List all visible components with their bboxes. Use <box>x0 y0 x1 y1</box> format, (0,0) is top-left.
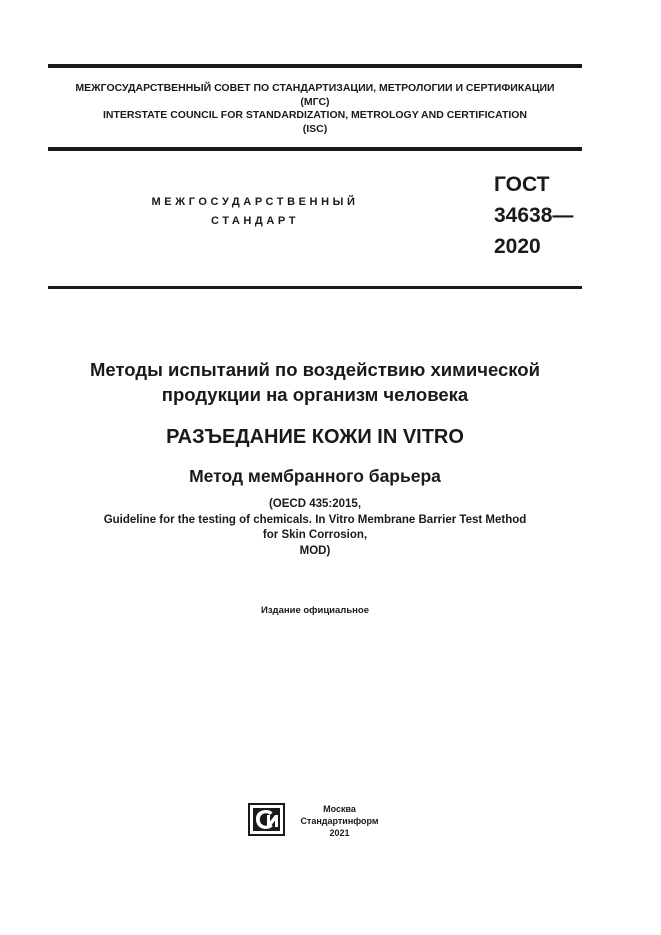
council-header <box>48 82 582 136</box>
edition-label: Издание официальное <box>261 605 369 616</box>
council-name-ru: МЕЖГОСУДАРСТВЕННЫЙ СОВЕТ ПО СТАНДАРТИЗАЦИИ, МЕТРОЛОГИИ И СЕРТИФИКАЦИИ <box>75 82 555 94</box>
publisher-city: Москва <box>323 804 356 814</box>
document-title <box>48 357 582 407</box>
title-line2: продукции на организм человека <box>161 384 469 405</box>
standartinform-logo-icon <box>248 803 285 836</box>
reference-line3: for Skin Corrosion, <box>262 529 368 541</box>
oecd-reference <box>48 497 582 559</box>
top-rule <box>48 64 582 68</box>
reference-line2: Guideline for the testing of chemicals. In Vitro Membrane Barrier Test Method <box>103 513 527 526</box>
council-abbr-ru: (МГС) <box>300 95 330 108</box>
reference-line4: MOD) <box>299 544 331 557</box>
publisher-name: Стандартинформ <box>300 816 379 826</box>
standard-type-line2: СТАНДАРТ <box>210 215 300 227</box>
designation-number: 34638— <box>494 204 574 227</box>
council-name-en: INTERSTATE COUNCIL FOR STANDARDIZATION, METROLOGY AND CERTIFICATION <box>102 109 528 121</box>
standard-designation <box>494 169 573 262</box>
document-main-title: РАЗЪЕДАНИЕ КОЖИ IN VITRO <box>166 426 464 448</box>
publisher-year: 2021 <box>329 828 350 838</box>
council-abbr-en: (ISC) <box>302 122 328 135</box>
header-bottom-rule <box>48 147 582 151</box>
document-subtitle: Метод мембранного барьера <box>189 466 441 486</box>
standard-type-line1: МЕЖГОСУДАРСТВЕННЫЙ <box>151 196 359 208</box>
designation-year: 2020 <box>494 235 541 258</box>
designation-prefix: ГОСТ <box>494 173 550 196</box>
publisher-block <box>292 803 387 839</box>
reference-line1: (OECD 435:2015, <box>268 498 362 510</box>
designation-bottom-rule <box>48 286 582 289</box>
title-line1: Методы испытаний по воздействию химической <box>90 359 540 380</box>
